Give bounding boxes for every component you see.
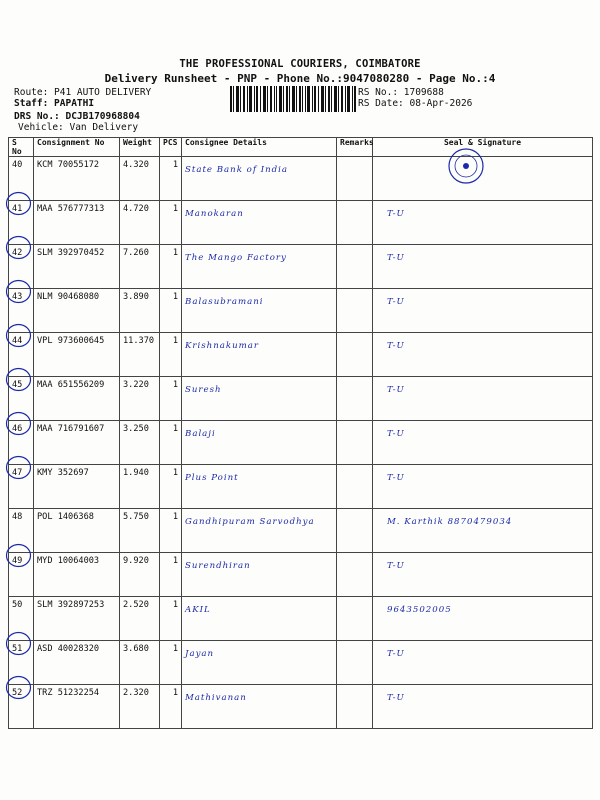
sno-circle-mark [7, 633, 31, 655]
sno-cell: 46 [9, 421, 34, 465]
pcs-cell: 1 [160, 685, 182, 729]
sno-cell: 50 [9, 597, 34, 641]
sno-cell: 40 [9, 157, 34, 201]
pcs-cell: 1 [160, 289, 182, 333]
rs-date: RS Date: 08-Apr-2026 [358, 98, 473, 109]
sno-cell: 48 [9, 509, 34, 553]
sno-circle-mark [7, 193, 31, 215]
weight-cell: 3.890 [120, 289, 160, 333]
sno-circle-mark [7, 369, 31, 391]
signature-handwriting: T-U [373, 421, 593, 465]
sno-cell: 41 [9, 201, 34, 245]
weight-cell: 9.920 [120, 553, 160, 597]
pcs-cell: 1 [160, 465, 182, 509]
drs-label: DRS No.: DCJB170968804 [14, 111, 140, 122]
pcs-cell: 1 [160, 553, 182, 597]
consignee-handwriting: Gandhipuram Sarvodhya [182, 509, 337, 553]
consignee-handwriting: Jayan [182, 641, 337, 685]
col-consignee: Consignee Details [182, 138, 337, 157]
staff-label: Staff: PAPATHI [14, 98, 95, 109]
consignment-cell: MYD 10064003 [34, 553, 120, 597]
consignee-handwriting: The Mango Factory [182, 245, 337, 289]
col-remarks: Remarks [337, 138, 373, 157]
signature-handwriting: T-U [373, 641, 593, 685]
col-pcs: PCS [160, 138, 182, 157]
consignment-cell: SLM 392897253 [34, 597, 120, 641]
sno-cell: 45 [9, 377, 34, 421]
consignee-handwriting: Balasubramani [182, 289, 337, 333]
sno-circle-mark [7, 281, 31, 303]
sno-cell: 52 [9, 685, 34, 729]
signature-handwriting: T-U [373, 377, 593, 421]
sno-circle-mark [7, 237, 31, 259]
consignment-cell: VPL 973600645 [34, 333, 120, 377]
consignment-cell: KMY 352697 [34, 465, 120, 509]
weight-cell: 2.520 [120, 597, 160, 641]
sno-circle-mark [7, 325, 31, 347]
sno-circle-mark [7, 413, 31, 435]
consignment-cell: MAA 716791607 [34, 421, 120, 465]
sno-cell: 47 [9, 465, 34, 509]
pcs-cell: 1 [160, 333, 182, 377]
pcs-cell: 1 [160, 201, 182, 245]
consignment-cell: MAA 651556209 [34, 377, 120, 421]
col-signature: Seal & Signature [373, 138, 593, 157]
consignee-handwriting: Krishnakumar [182, 333, 337, 377]
pcs-cell: 1 [160, 377, 182, 421]
vehicle-label: Vehicle: Van Delivery [18, 122, 139, 133]
weight-cell: 7.260 [120, 245, 160, 289]
runsheet-title: THE PROFESSIONAL COURIERS, COIMBATORE [179, 58, 421, 70]
consignee-handwriting: Plus Point [182, 465, 337, 509]
signature-handwriting: M. Karthik 8870479034 [373, 509, 593, 553]
consignment-cell: KCM 70055172 [34, 157, 120, 201]
pcs-cell: 1 [160, 597, 182, 641]
consignment-cell: NLM 90468080 [34, 289, 120, 333]
weight-cell: 5.750 [120, 509, 160, 553]
weight-cell: 3.680 [120, 641, 160, 685]
consignee-handwriting: Surendhiran [182, 553, 337, 597]
weight-cell: 3.250 [120, 421, 160, 465]
weight-cell: 1.940 [120, 465, 160, 509]
weight-cell: 4.320 [120, 157, 160, 201]
pcs-cell: 1 [160, 421, 182, 465]
signature-handwriting: 9643502005 [373, 597, 593, 641]
seal-stamp-icon [446, 146, 486, 186]
sno-cell: 51 [9, 641, 34, 685]
signature-handwriting: T-U [373, 685, 593, 729]
consignee-handwriting: Manokaran [182, 201, 337, 245]
consignment-cell: ASD 40028320 [34, 641, 120, 685]
sno-cell: 43 [9, 289, 34, 333]
consignee-handwriting: Mathivanan [182, 685, 337, 729]
col-sno: S No [9, 138, 34, 157]
pcs-cell: 1 [160, 157, 182, 201]
signature-handwriting: T-U [373, 201, 593, 245]
signature-handwriting: T-U [373, 333, 593, 377]
consignment-cell: POL 1406368 [34, 509, 120, 553]
consignee-handwriting: State Bank of India [182, 157, 337, 201]
sno-circle-mark [7, 677, 31, 699]
signature-handwriting: T-U [373, 465, 593, 509]
sno-circle-mark [7, 457, 31, 479]
consignment-cell: TRZ 51232254 [34, 685, 120, 729]
pcs-cell: 1 [160, 509, 182, 553]
pcs-cell: 1 [160, 641, 182, 685]
consignment-cell: MAA 576777313 [34, 201, 120, 245]
sno-cell: 49 [9, 553, 34, 597]
weight-cell: 11.370 [120, 333, 160, 377]
runsheet-subtitle: Delivery Runsheet - PNP - Phone No.:9047080280 - Page No.:4 [104, 72, 496, 85]
consignee-handwriting: Balaji [182, 421, 337, 465]
consignee-handwriting: AKIL [182, 597, 337, 641]
consignee-handwriting: Suresh [182, 377, 337, 421]
rs-number: RS No.: 1709688 [358, 87, 444, 98]
signature-handwriting: T-U [373, 553, 593, 597]
col-weight: Weight [120, 138, 160, 157]
col-consignment: Consignment No [34, 138, 120, 157]
pcs-cell: 1 [160, 245, 182, 289]
weight-cell: 3.220 [120, 377, 160, 421]
signature-handwriting: T-U [373, 289, 593, 333]
weight-cell: 4.720 [120, 201, 160, 245]
sno-cell: 42 [9, 245, 34, 289]
sno-cell: 44 [9, 333, 34, 377]
route-label: Route: P41 AUTO DELIVERY [14, 87, 152, 98]
weight-cell: 2.320 [120, 685, 160, 729]
consignment-cell: SLM 392970452 [34, 245, 120, 289]
sno-circle-mark [7, 545, 31, 567]
signature-handwriting: T-U [373, 245, 593, 289]
